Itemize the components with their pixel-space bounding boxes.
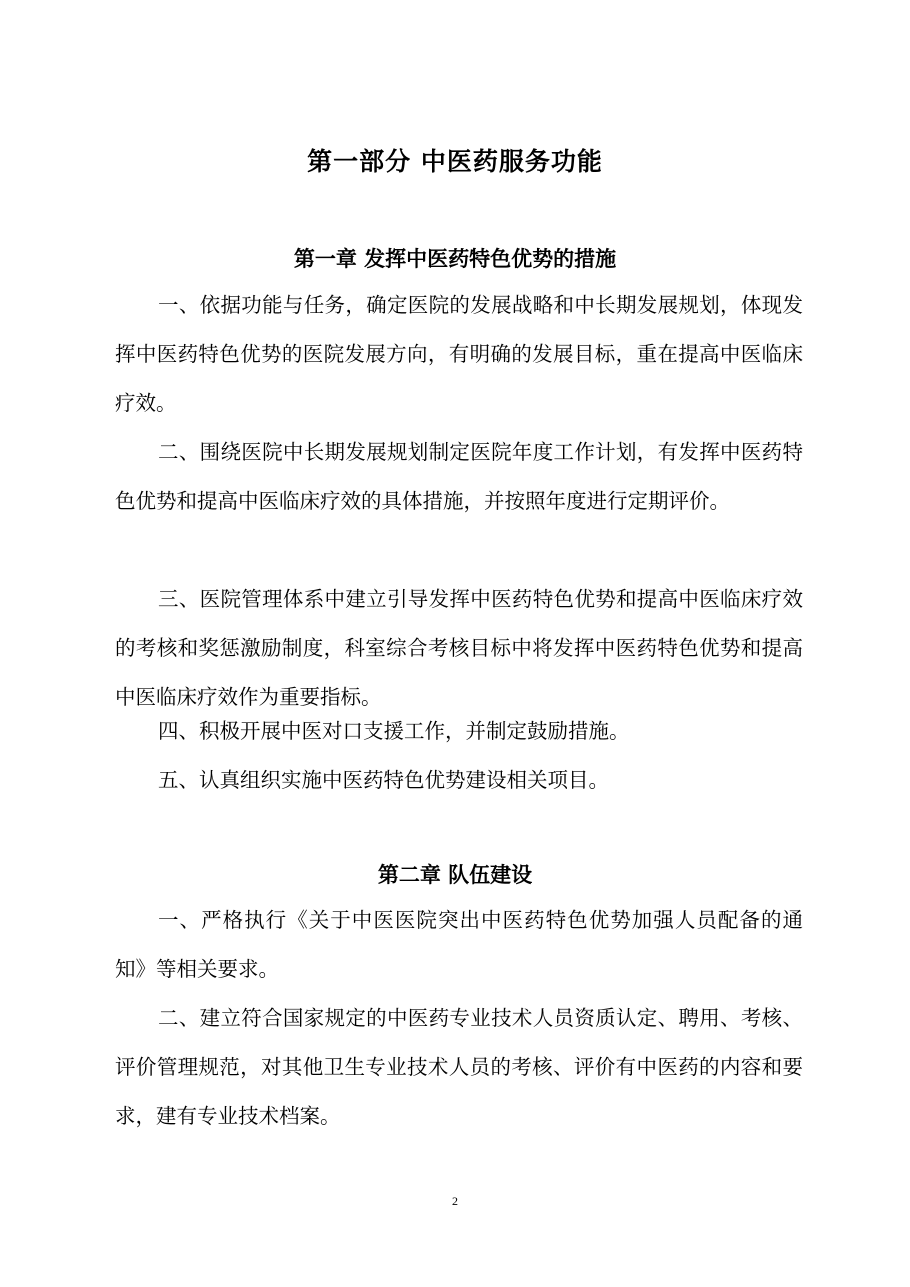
paragraph: 一、严格执行《关于中医医院突出中医药特色优势加强人员配备的通知》等相关要求。 xyxy=(115,908,803,981)
paragraph: 四、积极开展中医对口支援工作，并制定鼓励措施。 xyxy=(158,719,630,743)
part-title: 第一部分 中医药服务功能 xyxy=(307,147,603,176)
chapter-title: 第一章 发挥中医药特色优势的措施 xyxy=(293,247,617,271)
paragraph: 三、医院管理体系中建立引导发挥中医药特色优势和提高中医临床疗效的考核和奖惩激励制度，科室综合考核目标中将发挥中医药特色优势和提高中医临床疗效作为重要指标。 xyxy=(115,587,803,709)
paragraph: 五、认真组织实施中医药特色优势建设相关项目。 xyxy=(158,768,609,792)
page-number: 2 xyxy=(452,1194,458,1208)
paragraph: 一、依据功能与任务，确定医院的发展战略和中长期发展规划，体现发挥中医药特色优势的医院发展方向，有明确的发展目标，重在提高中医临床疗效。 xyxy=(115,293,803,415)
paragraph: 二、建立符合国家规定的中医药专业技术人员资质认定、聘用、考核、评价管理规范，对其他卫生专业技术人员的考核、评价有中医药的内容和要求，建有专业技术档案。 xyxy=(115,1006,803,1128)
paragraph: 二、围绕医院中长期发展规划制定医院年度工作计划，有发挥中医药特色优势和提高中医临床疗效的具体措施，并按照年度进行定期评价。 xyxy=(115,440,803,513)
chapter-title: 第二章 队伍建设 xyxy=(377,863,533,887)
